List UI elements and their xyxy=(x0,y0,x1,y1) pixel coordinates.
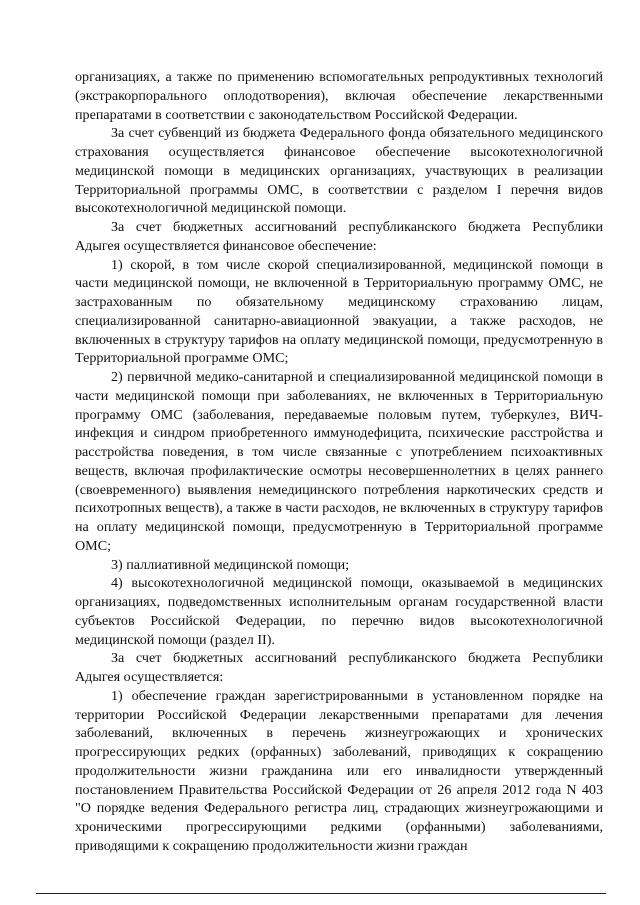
paragraph-5: 2) первичной медико-санитарной и специализированной медицинской помощи в части медицинской помощи при заболеваниях, не включенных в Территориальную программу ОМС (заболевания, передаваемые половым путем, туберкулез, ВИЧ-инфекция и синдром приобретенного иммунодефицита, психические расстройства и расстройства поведения, в том числе связанные с употреблением психоактивных веществ, включая профилактические осмотры несовершеннолетних в целях раннего (своевременного) выявления немедицинского потребления наркотических средств и психотропных веществ), а также в части расходов, не включенных в структуру тарифов на оплату медицинской помощи, предусмотренную в Территориальной программе ОМС; xyxy=(75,369,603,554)
paragraph-3: За счет бюджетных ассигнований республиканского бюджета Республики Адыгея осуществляется финансовое обеспечение: xyxy=(75,219,603,254)
page-bottom-border xyxy=(36,893,606,894)
paragraph-8: За счет бюджетных ассигнований республиканского бюджета Республики Адыгея осуществляется: xyxy=(75,650,603,685)
paragraph-6: 3) паллиативной медицинской помощи; xyxy=(111,556,350,573)
paragraph-1: организациях, а также по применению вспомогательных репродуктивных технологий (экстракорпорального оплодотворения), включая обеспечение лекарственными препаратами в соответствии с законодательством Российской Федерации. xyxy=(75,69,603,123)
paragraph-9: 1) обеспечение граждан зарегистрированными в установленном порядке на территории Российской Федерации лекарственными препаратами для лечения заболеваний, включенных в перечень жизнеугрожающих и хронических прогрессирующих редких (орфанных) заболеваний, приводящих к сокращению продолжительности жизни гражданина или его инвалидности утвержденный постановлением Правительства Российской Федерации от 26 апреля 2012 года N 403 "О порядке ведения Федерального регистра лиц, страдающих жизнеугрожающими и хроническими прогрессирующими редкими (орфанными) заболеваниями, приводящими к сокращению продолжительности жизни граждан xyxy=(75,687,603,854)
paragraph-7: 4) высокотехнологичной медицинской помощи, оказываемой в медицинских организациях, подведомственных исполнительным органам государственной власти субъектов Российской Федерации, по перечню видов высокотехнологичной медицинской помощи (раздел II). xyxy=(75,575,603,648)
paragraph-2: За счет субвенций из бюджета Федерального фонда обязательного медицинского страхования осуществляется финансовое обеспечение высокотехнологичной медицинской помощи в медицинских организациях, участвующих в реализации Территориальной программы ОМС, в соответствии с разделом I перечня видов высокотехнологичной медицинской помощи. xyxy=(75,125,603,217)
document-body xyxy=(75,68,603,856)
paragraph-4: 1) скорой, в том числе скорой специализированной, медицинской помощи в части медицинской помощи, не включенной в Территориальную программу ОМС, не застрахованным по обязательному медицинскому страхованию лицам, специализированной санитарно-авиационной эвакуации, а также расходов, не включенных в структуру тарифов на оплату медицинской помощи, предусмотренную в Территориальной программе ОМС; xyxy=(75,256,603,367)
